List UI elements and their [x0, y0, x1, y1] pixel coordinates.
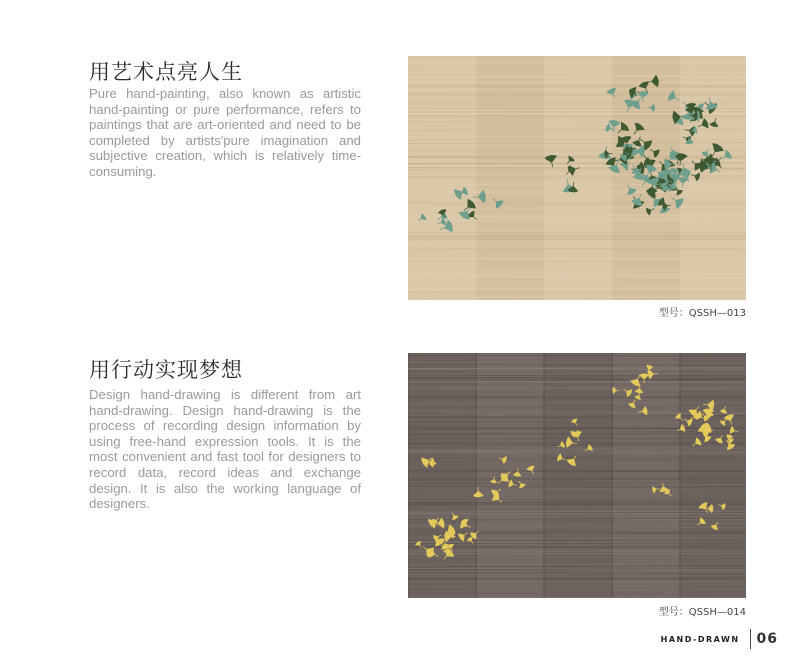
section1-body-text: Pure hand-painting, also known as artistic hand-painting or pure performance, refers to paintings that are art-oriented and need to be completed by artists'pure imagination and subjective creation, which is relatively time-consuming.: [89, 86, 361, 179]
section2-body-text: Design hand-drawing is different from art hand-drawing. Design hand-drawing is the process of recording design information by using free-hand expression tools. It is the most convenient and fast tool for designers to record data, record ideas and exchange design. It is also the working language of designers.: [89, 387, 361, 512]
page-footer: [661, 628, 778, 650]
ginkgo-wood-panel-image: [408, 56, 746, 300]
section2-heading: 用行动实现梦想: [89, 358, 243, 382]
ginkgo-stone-panel-image: [408, 353, 746, 598]
footer-label: HAND-DRAWN: [660, 634, 740, 644]
footer-divider: [750, 629, 751, 649]
page-number: 06: [756, 631, 778, 647]
section1-heading: 用艺术点亮人生: [89, 60, 243, 84]
section2-model-caption: 型号：QSSH—014: [658, 607, 746, 618]
section1-model-caption: 型号：QSSH—013: [658, 308, 746, 319]
